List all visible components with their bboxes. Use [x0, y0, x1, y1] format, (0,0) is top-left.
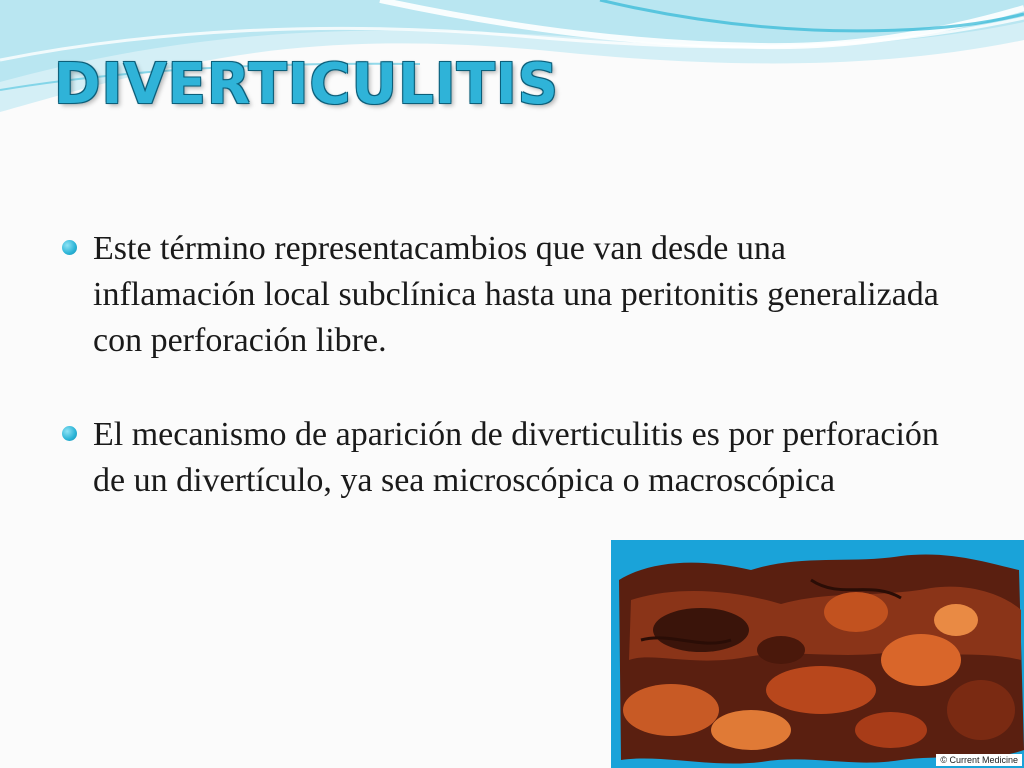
bullet-dot-icon [62, 240, 77, 255]
bullet-item [62, 226, 952, 364]
bullet-list [62, 226, 952, 504]
bullet-dot-icon [62, 426, 77, 441]
slide-title: DIVERTICULITIS [54, 52, 560, 117]
image-credit: © Current Medicine [936, 754, 1022, 766]
bullet-text: El mecanismo de aparición de diverticulitis es por perforación de un divertículo, ya sea microscópica o macroscópica [93, 416, 939, 499]
bullet-text: Este término representacambios que van desde una inflamación local subclínica hasta una peritonitis generalizada con perforación libre. [93, 230, 939, 359]
pathology-specimen-image [611, 540, 1024, 768]
bullet-item [62, 412, 952, 504]
